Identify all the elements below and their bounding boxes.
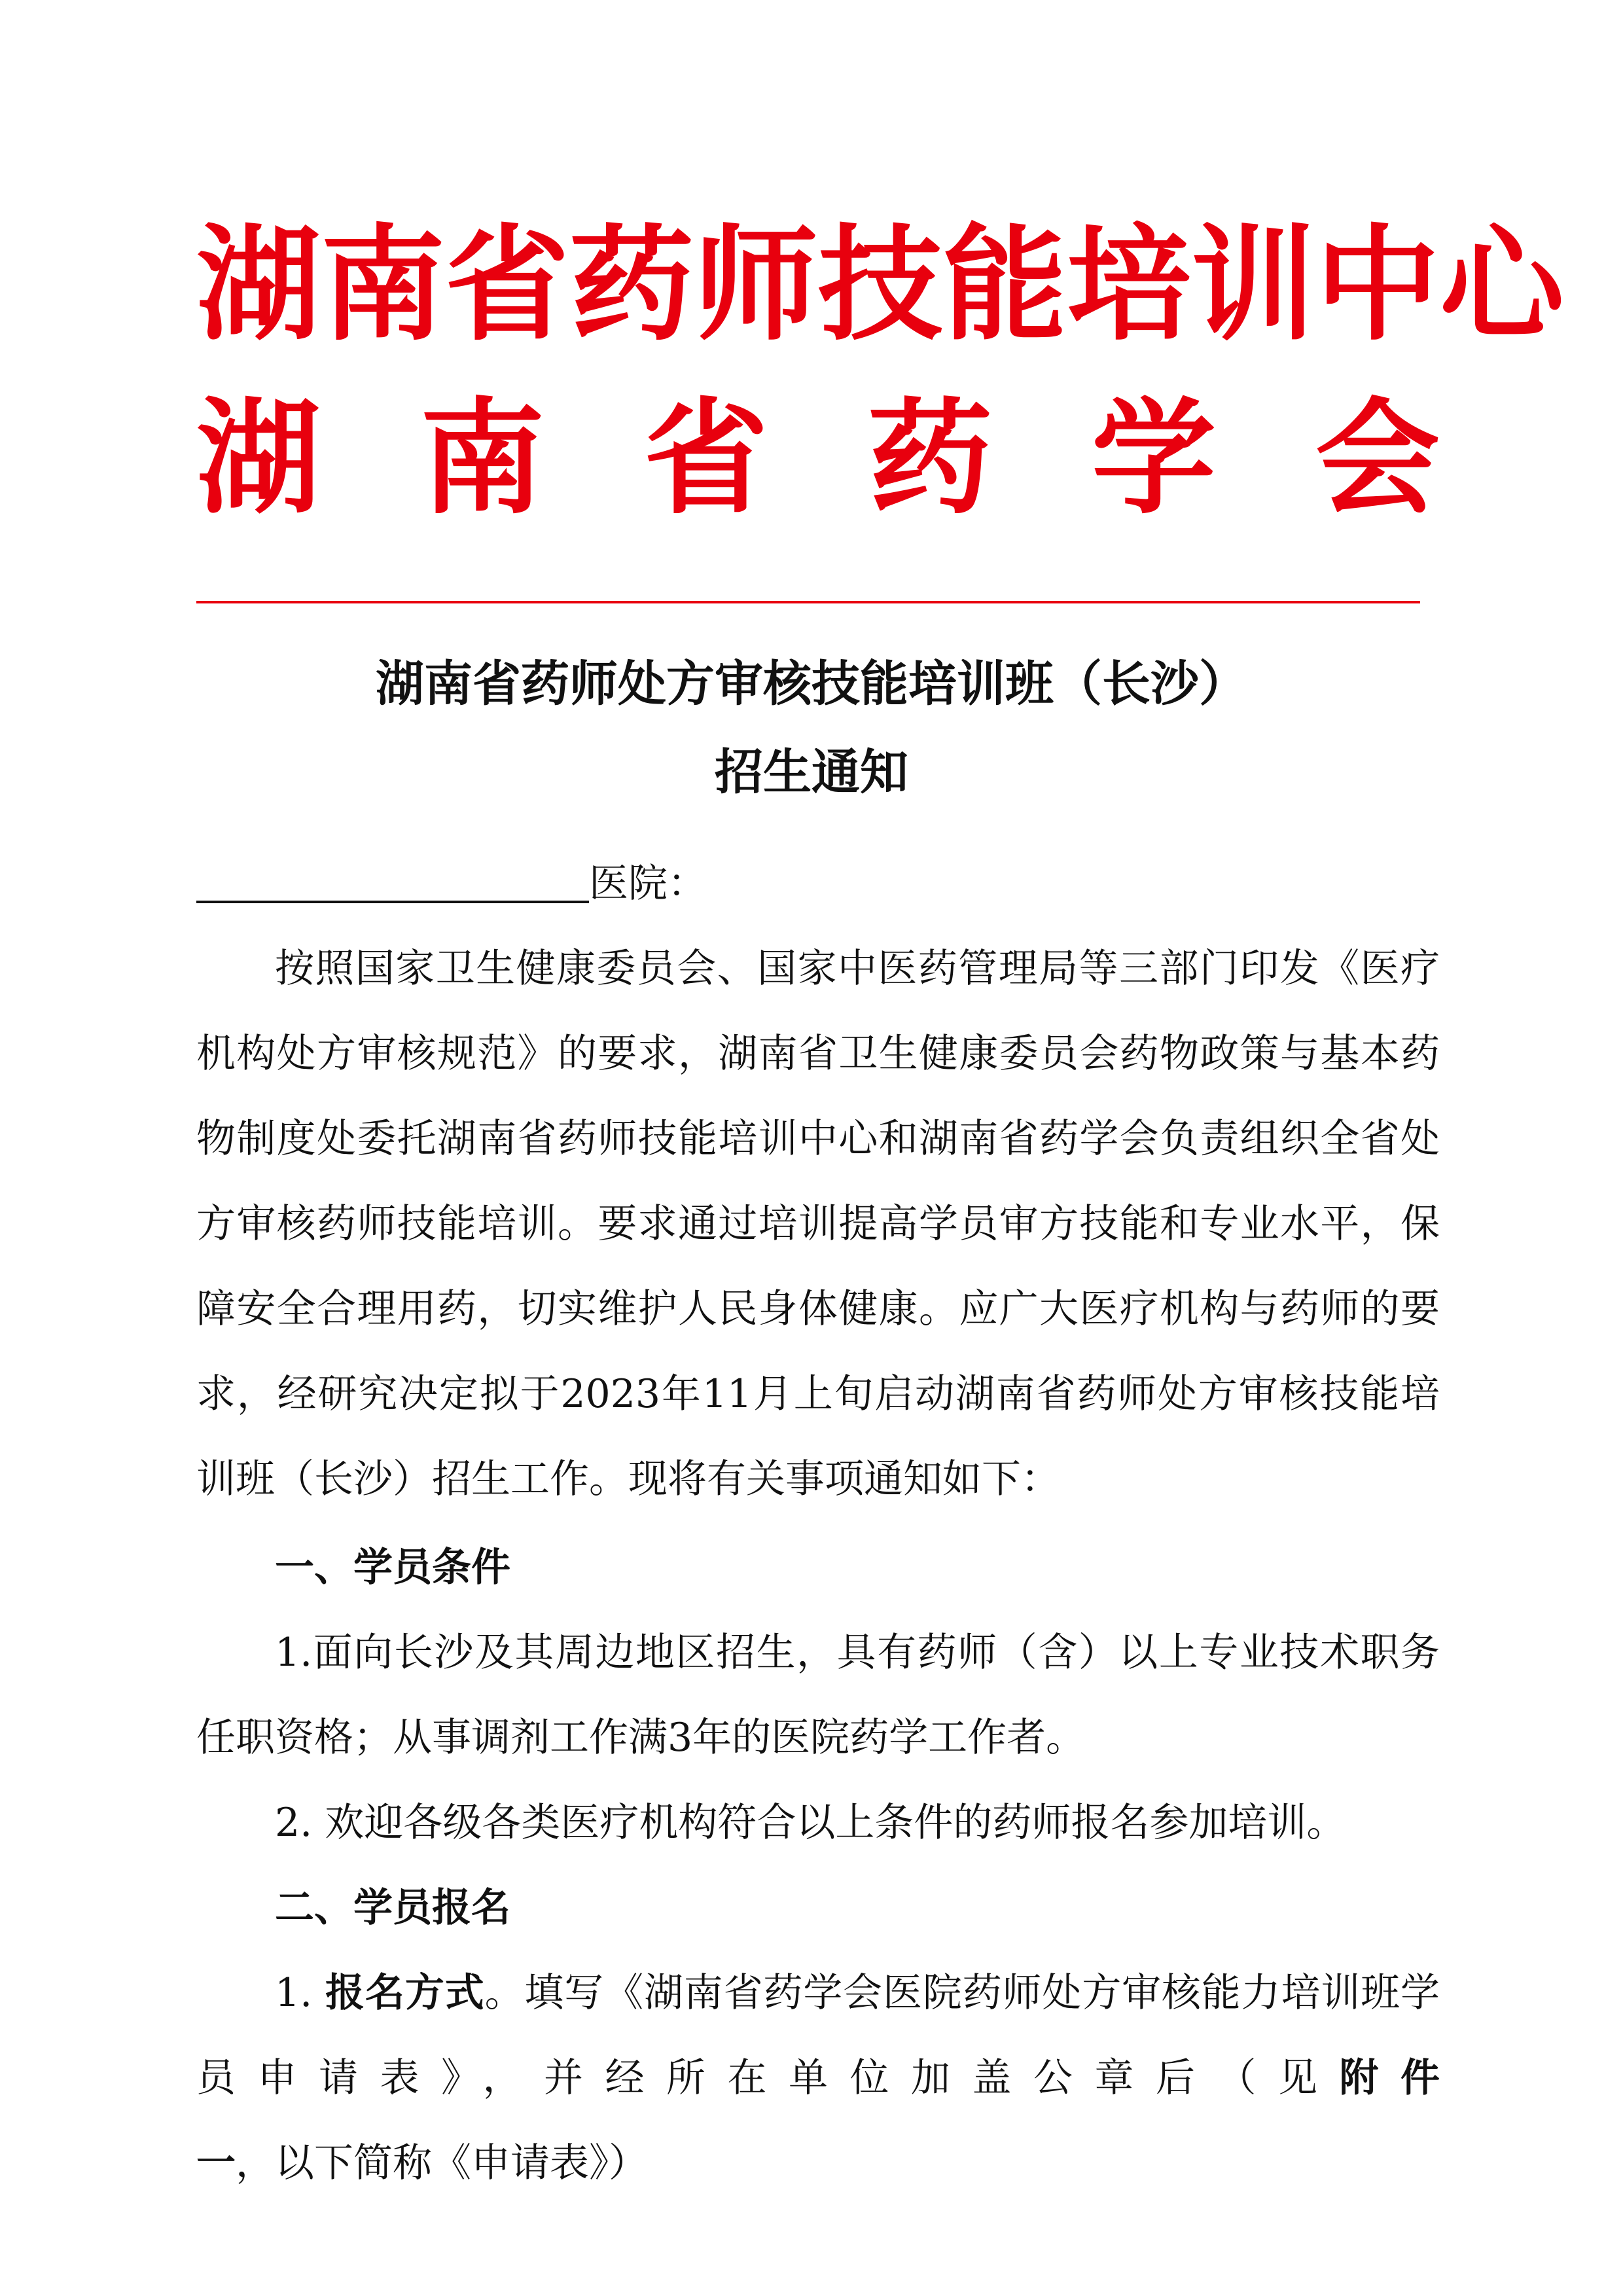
issuer-char: 省 [643, 385, 768, 531]
issuer-char: 心 [1440, 211, 1565, 357]
document-subtitle: 招生通知 [715, 744, 908, 800]
attachment-reference: 附件一 [196, 2055, 1440, 2186]
registration-method-label: 报名方式 [325, 1970, 485, 2016]
header-divider [196, 601, 1420, 603]
issuer-char: 培 [1067, 211, 1192, 357]
issuer-char: 湖 [196, 211, 321, 357]
issuer-char: 湖 [196, 385, 321, 531]
issuer-char: 训 [1191, 211, 1316, 357]
issuer-char: 师 [694, 211, 819, 357]
issuer-char: 省 [445, 211, 570, 357]
issuer-char: 能 [942, 211, 1067, 357]
issuer-char: 技 [818, 211, 943, 357]
intro-paragraph: 按照国家卫生健康委员会、国家中医药管理局等三部门印发《医疗机构处方审核规范》的要求，湖南省卫生健康委员会药物政策与基本药物制度处委托湖南省药师技能培训中心和湖南省药学会负责组织全省处方审核药师技能培训。要求通过培训提高学员审方技能和专业水平，保障安全合理用药，切实维护人民身体健康。应广大医疗机构与药师的要求，经研究决定拟于2023年11月上旬启动湖南省药师处方审核技能培训班（长沙）招生工作。现将有关事项通知如下： [196, 946, 1440, 1502]
issuer-char: 药 [867, 385, 992, 531]
issuer-name-training-center [196, 211, 1565, 357]
registration-method-text: 。填写《湖南省药学会医院药师处方审核能力培训班学员申请表》，并经所在单位加盖公章后（见 [196, 1970, 1440, 2101]
issuer-name-pharmaceutical-association [196, 385, 1440, 531]
issuer-char: 中 [1315, 211, 1440, 357]
registration-item-1 [196, 1950, 1440, 2206]
document-title: 湖南省药师处方审核技能培训班（长沙） [376, 656, 1247, 712]
issuer-char: 会 [1315, 385, 1440, 531]
registration-method-text-cont: ，以下简称《申请表》） [236, 2140, 648, 2186]
issuer-char: 南 [321, 211, 446, 357]
issuer-char: 学 [1091, 385, 1216, 531]
requirement-item-2: 2. 欢迎各级各类医疗机构符合以上条件的药师报名参加培训。 [275, 1800, 1346, 1846]
section-heading-registration: 二、学员报名 [275, 1885, 510, 1931]
issuer-char: 南 [419, 385, 544, 531]
salutation-suffix: 医院： [589, 861, 707, 906]
hospital-name-blank [196, 848, 589, 903]
issuer-char: 药 [569, 211, 694, 357]
item-number: 1. [275, 1970, 326, 2016]
requirement-item-1: 1.面向长沙及其周边地区招生，具有药师（含）以上专业技术职务任职资格；从事调剂工作满3年的医院药学工作者。 [196, 1630, 1440, 1761]
salutation [196, 841, 1440, 926]
section-heading-trainee-requirements: 一、学员条件 [275, 1545, 510, 1590]
